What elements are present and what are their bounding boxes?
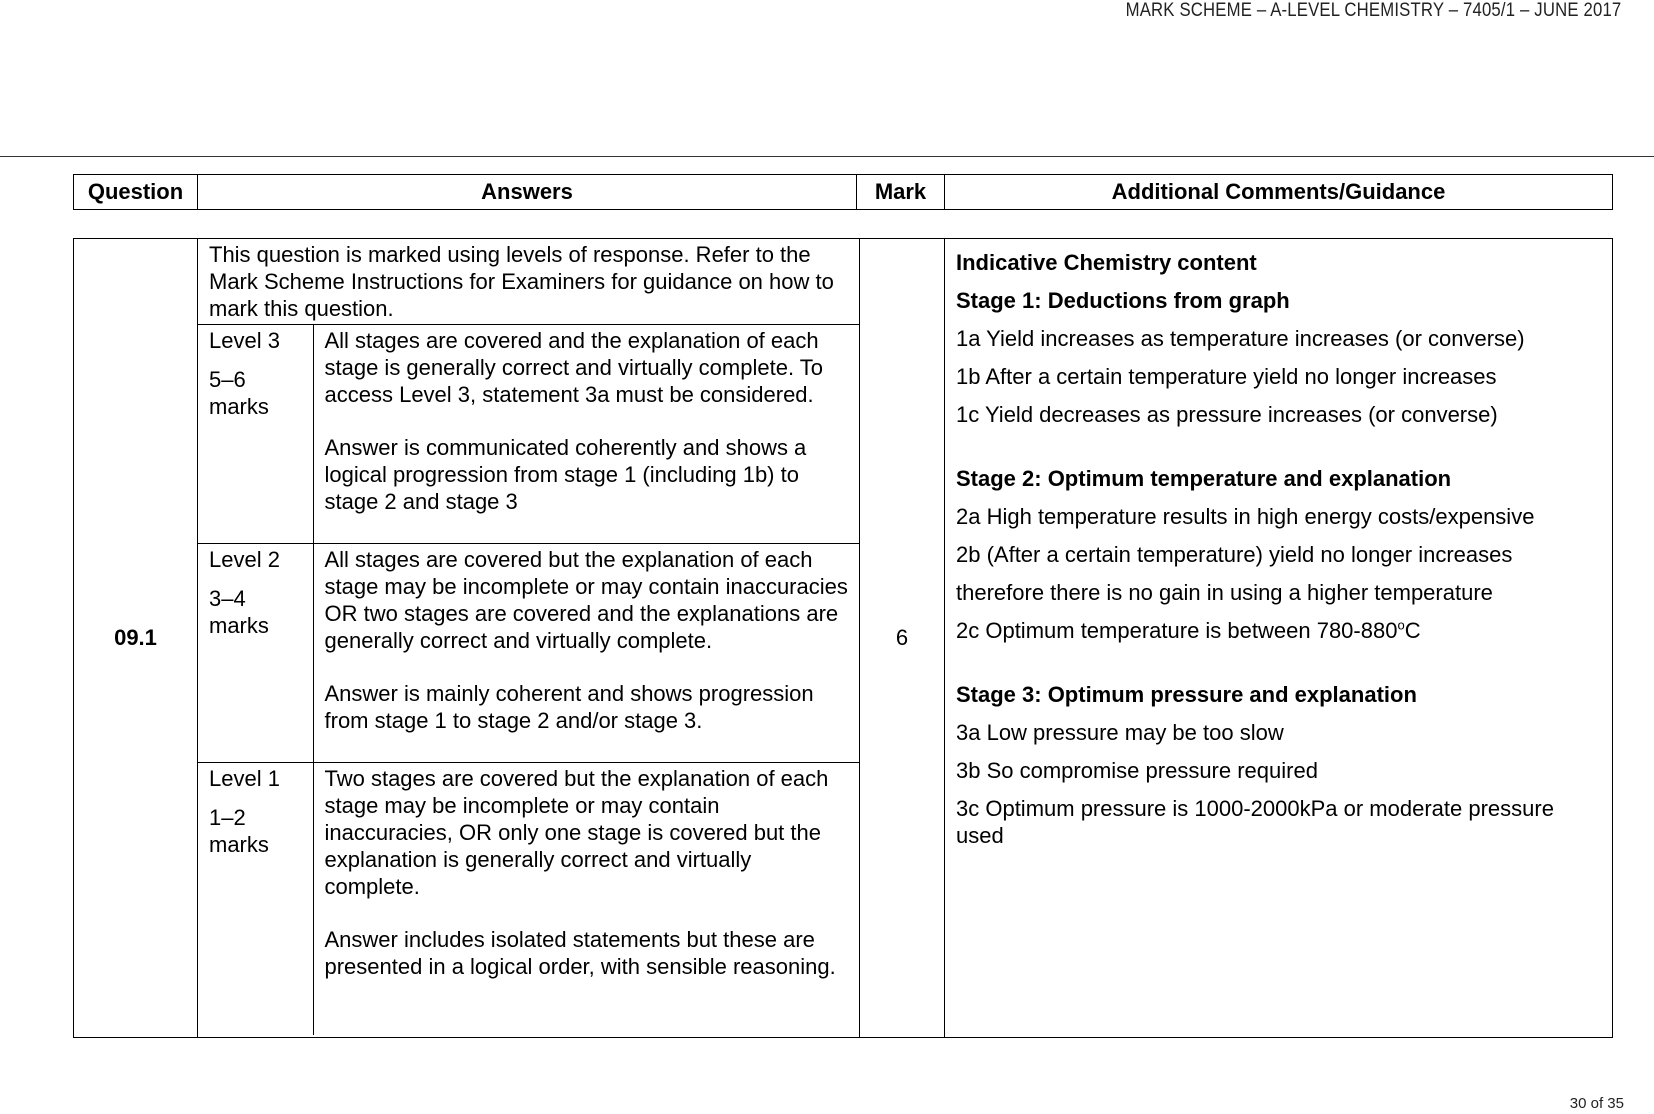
header-rule: [0, 156, 1654, 157]
question-number: 09.1: [74, 239, 198, 1038]
level-row: [198, 544, 860, 763]
guidance-point: 3c Optimum pressure is 1000-2000kPa or moderate pressure used: [956, 796, 1554, 848]
document-header: MARK SCHEME – A-LEVEL CHEMISTRY – 7405/1 – JUNE 2017: [1125, 0, 1621, 21]
guidance-point: 1c Yield decreases as pressure increases (or converse): [956, 402, 1498, 427]
stage-1-title: Stage 1: Deductions from graph: [956, 288, 1290, 313]
level-communication: Answer includes isolated statements but these are presented in a logical order, with sensible reasoning.: [324, 927, 836, 979]
level-criteria: All stages are covered but the explanation of each stage may be incomplete or may contain inaccuracies OR two stages are covered and the explanations are generally correct and virtually complete.: [324, 547, 848, 653]
levels-table: [198, 239, 860, 1035]
level-criteria: Two stages are covered but the explanation of each stage may be incomplete or may contain inaccuracies, OR only one stage is covered but the explanation is generally correct and virtually complete.: [324, 766, 829, 899]
degree-symbol: o: [1397, 617, 1405, 633]
temperature-unit: C: [1404, 618, 1421, 643]
guidance-point: therefore there is no gain in using a higher temperature: [956, 580, 1493, 605]
question-row: [74, 239, 1613, 1038]
guidance-point: 3b So compromise pressure required: [956, 758, 1318, 783]
temperature-text: 2c Optimum temperature is between 780-880: [956, 618, 1398, 643]
guidance-point: 1a Yield increases as temperature increases (or converse): [956, 326, 1525, 351]
level-communication: Answer is communicated coherently and shows a logical progression from stage 1 (including 1b) to stage 2 and stage 3: [324, 435, 807, 514]
level-marks: 1–2 marks: [209, 805, 269, 857]
stage-3-title: Stage 3: Optimum pressure and explanation: [956, 682, 1417, 707]
header-answers: Answers: [198, 175, 857, 210]
guidance-point: 2a High temperature results in high energy costs/expensive: [956, 504, 1535, 529]
guidance-point: 1b After a certain temperature yield no longer increases: [956, 364, 1497, 389]
header-mark: Mark: [857, 175, 945, 210]
level-label: Level 2: [209, 547, 280, 572]
guidance-point: 2b (After a certain temperature) yield no longer increases: [956, 542, 1513, 567]
guidance-point: 3a Low pressure may be too slow: [956, 720, 1284, 745]
header-guidance: Additional Comments/Guidance: [945, 175, 1613, 210]
level-label: Level 3: [209, 328, 280, 353]
mark-scheme-table: [73, 238, 1613, 1038]
stage-2-title: Stage 2: Optimum temperature and explanation: [956, 466, 1452, 491]
page-number: 30 of 35: [1569, 1095, 1624, 1112]
level-marks: 5–6 marks: [209, 367, 269, 419]
guidance-point: [956, 617, 1602, 644]
header-question: Question: [74, 175, 198, 210]
level-criteria: All stages are covered and the explanation of each stage is generally correct and virtually complete. To access Level 3, statement 3a must be considered.: [324, 328, 824, 407]
guidance-cell: [945, 239, 1613, 1038]
mark-value: 6: [860, 239, 945, 1038]
column-header-table: [73, 174, 1613, 210]
level-label: Level 1: [209, 766, 280, 791]
level-row: [198, 763, 860, 1036]
level-marks: 3–4 marks: [209, 586, 269, 638]
guidance-heading: Indicative Chemistry content: [956, 250, 1257, 275]
level-communication: Answer is mainly coherent and shows progression from stage 1 to stage 2 and/or stage 3.: [324, 681, 814, 733]
levels-intro: This question is marked using levels of response. Refer to the Mark Scheme Instructions for Examiners for guidance on how to mark this question.: [198, 239, 860, 325]
level-row: [198, 325, 860, 544]
answers-cell: [198, 239, 860, 1038]
